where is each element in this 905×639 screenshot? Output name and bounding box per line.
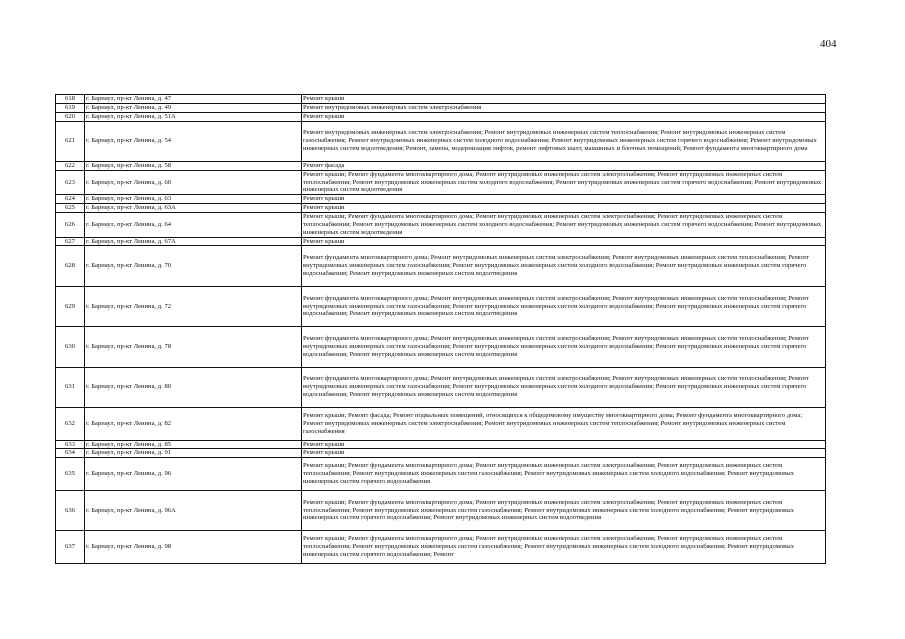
row-number: 623 — [56, 170, 85, 195]
table-row — [56, 458, 826, 491]
table-row — [56, 531, 826, 564]
page-number: 404 — [820, 38, 837, 50]
row-number: 630 — [56, 327, 85, 367]
row-works: Ремонт крыши — [302, 440, 826, 449]
row-address: г. Барнаул, пр-кт Ленина, д. 78 — [85, 327, 302, 367]
row-address: г. Барнаул, пр-кт Ленина, д. 80 — [85, 367, 302, 407]
row-number: 635 — [56, 458, 85, 491]
row-number: 637 — [56, 531, 85, 564]
row-address: г. Барнаул, пр-кт Ленина, д. 98 — [85, 531, 302, 564]
row-works: Ремонт крыши; Ремонт фундамента многоквартирного дома; Ремонт внутридомовых инженерных систем электроснабжения; Ремонт внутридомовых инженерных систем теплоснабжения; Ремонт внутридомовых инженерных систем газоснабжения; Ремонт внутридомовых инженерных систем холодного водоснабжения; Ремонт внутридомовых инженерных систем горячего водоснабжения — [302, 458, 826, 491]
row-works: Ремонт крыши; Ремонт фундамента многоквартирного дома; Ремонт внутридомовых инженерных систем электроснабжения; Ремонт внутридомовых инженерных систем теплоснабжения; Ремонт внутридомовых инженерных систем холодного водоснабжения; Ремонт внутридомовых инженерных систем горячего водоснабжения; Ремонт внутридомовых инженерных систем водоотведения — [302, 212, 826, 237]
row-number: 632 — [56, 407, 85, 440]
row-address: г. Барнаул, пр-кт Ленина, д. 60 — [85, 170, 302, 195]
row-number: 628 — [56, 246, 85, 286]
row-address: г. Барнаул, пр-кт Ленина, д. 70 — [85, 246, 302, 286]
row-address: г. Барнаул, пр-кт Ленина, д. 47 — [85, 95, 302, 104]
row-number: 626 — [56, 212, 85, 237]
row-address: г. Барнаул, пр-кт Ленина, д. 91 — [85, 449, 302, 458]
table-row — [56, 195, 826, 204]
row-works: Ремонт внутридомовых инженерных систем электроснабжения — [302, 103, 826, 112]
row-number: 631 — [56, 367, 85, 407]
row-number: 625 — [56, 204, 85, 213]
row-works: Ремонт крыши; Ремонт фасада; Ремонт подвальных помещений, относящихся к общедомовому имуществу многоквартирного дома; Ремонт фундамента многоквартирного дома; Ремонт внутридомовых инженерных систем электроснабжения; Ремонт внутридомовых инженерных систем теплоснабжения; Ремонт внутридомовых инженерных систем газоснабжения — [302, 407, 826, 440]
row-address: г. Барнаул, пр-кт Ленина, д. 96А — [85, 490, 302, 530]
row-number: 619 — [56, 103, 85, 112]
table-row — [56, 367, 826, 407]
row-works: Ремонт фундамента многоквартирного дома; Ремонт внутридомовых инженерных систем электроснабжения; Ремонт внутридомовых инженерных систем теплоснабжения; Ремонт внутридомовых инженерных систем газоснабжения; Ремонт внутридомовых инженерных систем холодного водоснабжения; Ремонт внутридомовых инженерных систем горячего водоснабжения; Ремонт внутридомовых инженерных систем водоотведения — [302, 286, 826, 326]
row-number: 633 — [56, 440, 85, 449]
table-row — [56, 490, 826, 530]
row-number: 618 — [56, 95, 85, 104]
row-address: г. Барнаул, пр-кт Ленина, д. 63А — [85, 204, 302, 213]
row-address: г. Барнаул, пр-кт Ленина, д. 51А — [85, 112, 302, 121]
row-works: Ремонт крыши — [302, 204, 826, 213]
table-row — [56, 327, 826, 367]
row-works: Ремонт внутридомовых инженерных систем электроснабжения; Ремонт внутридомовых инженерных систем теплоснабжения; Ремонт внутридомовых инженерных систем газоснабжения; Ремонт внутридомовых инженерных систем холодного водоснабжения; Ремонт внутридомовых инженерных систем горячего водоснабжения; Ремонт внутридомовых инженерных систем водоотведения; Ремонт, замена, модернизация лифтов, ремонт лифтовых шахт, машинных и блочных помещений; Ремонт фундамента многоквартирного дома — [302, 121, 826, 161]
table-row — [56, 237, 826, 246]
row-number: 634 — [56, 449, 85, 458]
row-address: г. Барнаул, пр-кт Ленина, д. 67А — [85, 237, 302, 246]
row-address: г. Барнаул, пр-кт Ленина, д. 64 — [85, 212, 302, 237]
table-row — [56, 407, 826, 440]
row-address: г. Барнаул, пр-кт Ленина, д. 58 — [85, 161, 302, 170]
row-works: Ремонт крыши — [302, 112, 826, 121]
row-works: Ремонт крыши — [302, 195, 826, 204]
table-row — [56, 170, 826, 195]
row-address: г. Барнаул, пр-кт Ленина, д. 49 — [85, 103, 302, 112]
row-works: Ремонт крыши — [302, 449, 826, 458]
row-number: 622 — [56, 161, 85, 170]
row-number: 621 — [56, 121, 85, 161]
row-number: 620 — [56, 112, 85, 121]
row-works: Ремонт крыши; Ремонт фундамента многоквартирного дома; Ремонт внутридомовых инженерных систем электроснабжения; Ремонт внутридомовых инженерных систем теплоснабжения; Ремонт внутридомовых инженерных систем газоснабжения; Ремонт внутридомовых инженерных систем холодного водоснабжения; Ремонт внутридомовых инженерных систем горячего водоснабжения; Ремонт внутридомовых инженерных систем водоотведения — [302, 490, 826, 530]
row-works: Ремонт фундамента многоквартирного дома; Ремонт внутридомовых инженерных систем электроснабжения; Ремонт внутридомовых инженерных систем теплоснабжения; Ремонт внутридомовых инженерных систем газоснабжения; Ремонт внутридомовых инженерных систем холодного водоснабжения; Ремонт внутридомовых инженерных систем горячего водоснабжения; Ремонт внутридомовых инженерных систем водоотведения — [302, 246, 826, 286]
table-row — [56, 246, 826, 286]
row-works: Ремонт фасада — [302, 161, 826, 170]
row-number: 627 — [56, 237, 85, 246]
table-row — [56, 95, 826, 104]
row-works: Ремонт крыши — [302, 237, 826, 246]
row-number: 624 — [56, 195, 85, 204]
table-row — [56, 204, 826, 213]
row-works: Ремонт крыши; Ремонт фундамента многоквартирного дома; Ремонт внутридомовых инженерных систем электроснабжения; Ремонт внутридомовых инженерных систем теплоснабжения; Ремонт внутридомовых инженерных систем газоснабжения; Ремонт внутридомовых инженерных систем холодного водоснабжения; Ремонт внутридомовых инженерных систем горячего водоснабжения; Ремонт — [302, 531, 826, 564]
row-address: г. Барнаул, пр-кт Ленина, д. 82 — [85, 407, 302, 440]
table-row — [56, 286, 826, 326]
table-row — [56, 212, 826, 237]
row-works: Ремонт фундамента многоквартирного дома; Ремонт внутридомовых инженерных систем электроснабжения; Ремонт внутридомовых инженерных систем теплоснабжения; Ремонт внутридомовых инженерных систем газоснабжения; Ремонт внутридомовых инженерных систем холодного водоснабжения; Ремонт внутридомовых инженерных систем горячего водоснабжения; Ремонт внутридомовых инженерных систем водоотведения — [302, 367, 826, 407]
housing-repair-table — [55, 94, 826, 564]
table-row — [56, 161, 826, 170]
row-address: г. Барнаул, пр-кт Ленина, д. 85 — [85, 440, 302, 449]
table-row — [56, 449, 826, 458]
row-address: г. Барнаул, пр-кт Ленина, д. 54 — [85, 121, 302, 161]
row-works: Ремонт крыши; Ремонт фундамента многоквартирного дома; Ремонт внутридомовых инженерных систем электроснабжения; Ремонт внутридомовых инженерных систем теплоснабжения; Ремонт внутридомовых инженерных систем холодного водоснабжения; Ремонт внутридомовых инженерных систем горячего водоснабжения; Ремонт внутридомовых инженерных систем водоотведения — [302, 170, 826, 195]
row-address: г. Барнаул, пр-кт Ленина, д. 72 — [85, 286, 302, 326]
row-number: 636 — [56, 490, 85, 530]
row-works: Ремонт фундамента многоквартирного дома; Ремонт внутридомовых инженерных систем электроснабжения; Ремонт внутридомовых инженерных систем теплоснабжения; Ремонт внутридомовых инженерных систем газоснабжения; Ремонт внутридомовых инженерных систем холодного водоснабжения; Ремонт внутридомовых инженерных систем горячего водоснабжения; Ремонт внутридомовых инженерных систем водоотведения — [302, 327, 826, 367]
table-row — [56, 121, 826, 161]
row-number: 629 — [56, 286, 85, 326]
table-row — [56, 112, 826, 121]
row-address: г. Барнаул, пр-кт Ленина, д. 96 — [85, 458, 302, 491]
row-address: г. Барнаул, пр-кт Ленина, д. 63 — [85, 195, 302, 204]
row-works: Ремонт крыши — [302, 95, 826, 104]
table-row — [56, 103, 826, 112]
table-row — [56, 440, 826, 449]
